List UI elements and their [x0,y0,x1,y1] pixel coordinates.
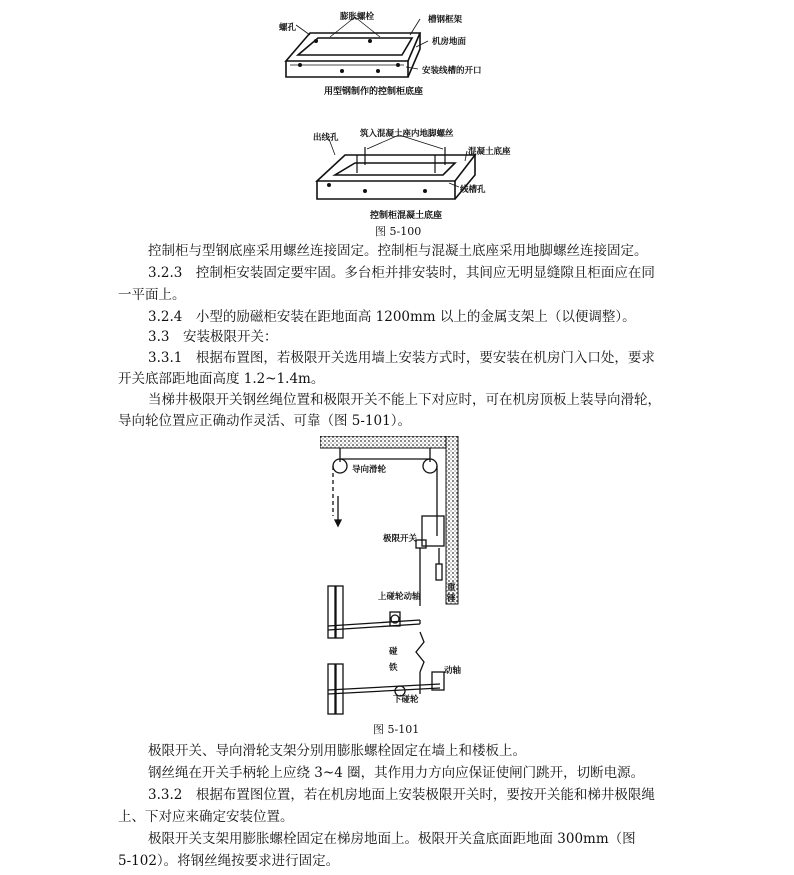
fig2-label-hunningtu: 混凝土底座 [468,147,511,157]
fig3-label-xiapeng: 下碰轮 [393,695,419,705]
para-10b: 5-102）。将钢丝绳按要求进行固定。 [118,853,340,869]
para-7: 极限开关、导向滑轮支架分别用膨胀螺栓固定在墙上和楼板上。 [148,743,526,759]
steel-base-figure [270,5,510,95]
fig1-label-pengzhang: 膨胀螺栓 [340,12,375,22]
fig2-label-chuxian: 出线孔 [313,133,339,143]
para-10a: 极限开关支架用膨胀螺栓固定在梯房地面上。极限开关盒底面距地面 300mm（图 [148,831,636,847]
para-5a: 3.3.1 根据布置图，若极限开关选用墙上安装方式时，要安装在机房门入口处，要求 [148,350,655,366]
para-9a: 3.3.2 根据布置图位置，若在机房地面上安装极限开关时，要按开关能和梯井极限绳 [148,787,655,803]
fig1-label-luokong: 螺孔 [279,23,297,33]
fig3-label-zhong: 重 [447,583,456,593]
para-5b: 开关底部距地面高度 1.2~1.4m。 [118,371,325,387]
fig2-label-xiancao: 线槽孔 [460,185,486,195]
fig3-label-chui: 锤 [447,594,456,604]
fig3-label-peng: 碰 [389,647,398,657]
para-4: 3.3 安装极限开关： [148,329,278,345]
fig3-number: 图 5-101 [373,723,420,736]
para-9b: 上、下对应来确定安装位置。 [118,809,294,825]
para-6a: 当梯井极限开关钢丝绳位置和极限开关不能上下对应时，可在机房顶板上装导向滑轮， [148,392,661,408]
fig3-label-dongzhou: 动轴 [444,666,462,676]
para-1: 控制柜与型钢底座采用螺丝连接固定。控制柜与混凝土底座采用地脚螺丝连接固定。 [148,243,648,259]
fig1-label-kaikou: 安装线槽的开口 [422,66,482,76]
fig1-caption: 用型钢制作的控制柜底座 [324,87,424,97]
fig3-label-daoxiang: 导向滑轮 [352,465,387,475]
para-2a: 3.2.3 控制柜安装固定要牢固。多台柜并排安装时，其间应无明显缝隙且柜面应在同 [148,265,655,281]
para-6b: 导向轮位置应正确动作灵活、可靠（图 5-101）。 [118,413,411,429]
fig2-caption: 控制柜混凝土底座 [370,211,443,221]
fig2-number: 图 5-100 [375,225,422,238]
para-8: 钢丝绳在开关手柄轮上应绕 3~4 圈，其作用力方向应保证使闸门跳开，切断电源。 [148,765,645,781]
fig3-label-jixian: 极限开关 [383,534,418,544]
fig3-label-shangpeng: 上碰轮动轴 [378,592,421,602]
para-3: 3.2.4 小型的励磁柜安装在距地面高 1200mm 以上的金属支架上（以便调整）。 [148,309,636,325]
fig3-label-tie: 铁 [389,663,398,673]
para-2b: 一平面上。 [118,287,186,303]
fig1-label-dimian: 机房地面 [432,37,467,47]
fig2-label-zhuru: 筑入混凝土座内地脚螺丝 [360,129,454,139]
fig1-label-caogang: 槽钢框架 [428,15,463,25]
